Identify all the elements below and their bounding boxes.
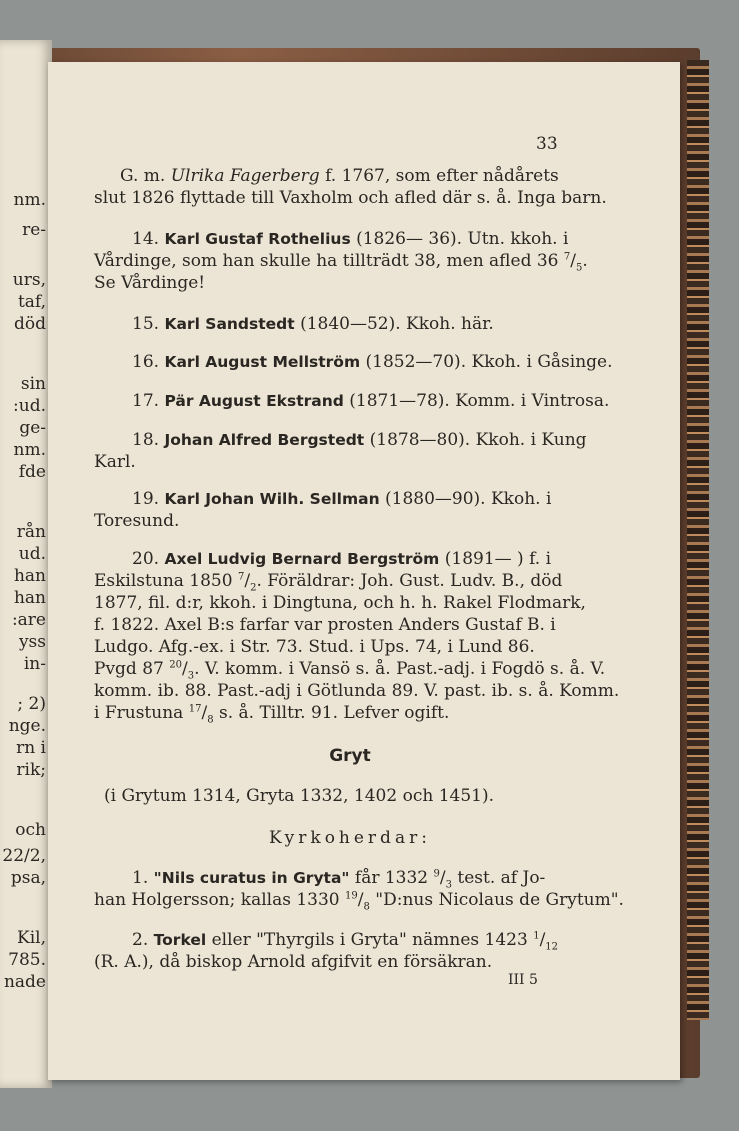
left-page-text-fragment: taf, (17, 292, 46, 312)
page-block-edge (687, 60, 709, 1020)
page-number: 33 (536, 134, 558, 154)
left-page-text-fragment: urs, (12, 270, 46, 290)
left-page-text-fragment: ; 2) (17, 694, 46, 714)
left-page-text-fragment: nm. (13, 440, 46, 460)
text-line: Ludgo. Afg.-ex. i Str. 73. Stud. i Ups. 74, i Lund 86. (94, 637, 535, 657)
section-heading-gryt: Gryt (329, 746, 371, 766)
entry-18: 18. Johan Alfred Bergstedt (1878—80). Kkoh. i Kung (132, 430, 587, 450)
left-page-text-fragment: :are (11, 610, 46, 630)
right-page (48, 62, 680, 1080)
text-line: Pvgd 87 $^{20}/_3$. V. komm. i Vansö s. å. Past.-adj. i Fogdö s. å. V. (94, 659, 606, 682)
left-page-text-fragment: ud. (18, 544, 46, 564)
signature-mark: III 5 (508, 972, 538, 988)
text-line: Eskilstuna 1850 $^7/_2$. Föräldrar: Joh. Gust. Ludv. B., död (94, 571, 563, 594)
section-subheading: Kyrkoherdar: (269, 828, 431, 848)
gryt-entry-1: 1. "Nils curatus in Gryta" får 1332 $^9/_3$ test. af Jo- (132, 868, 546, 891)
left-page-text-fragment: nm. (13, 190, 46, 210)
text-line: han Holgersson; kallas 1330 $^{19}/_8$ "D:nus Nicolaus de Grytum". (94, 890, 624, 913)
entry-15: 15. Karl Sandstedt (1840—52). Kkoh. här. (132, 314, 494, 334)
left-page-text-fragment: han (13, 588, 46, 608)
left-page-text-fragment: yss (18, 632, 46, 652)
left-page-text-fragment: fde (18, 462, 46, 482)
text-line: slut 1826 flyttade till Vaxholm och afled där s. å. Inga barn. (94, 188, 607, 208)
text-line: i Frustuna $^{17}/_8$ s. å. Tilltr. 91. Lefver ogift. (94, 703, 450, 726)
text-line: Vårdinge, som han skulle ha tillträdt 38, men afled 36 $^7/_5$. (94, 251, 588, 274)
left-page-text-fragment: psa, (10, 868, 46, 888)
entry-19: 19. Karl Johan Wilh. Sellman (1880—90). Kkoh. i (132, 489, 552, 509)
text-line: Se Vårdinge! (94, 273, 206, 293)
text-line: komm. ib. 88. Past.-adj i Götlunda 89. V. past. ib. s. å. Komm. (94, 681, 620, 701)
text-line: Karl. (94, 452, 136, 472)
text-line: f. 1822. Axel B:s farfar var prosten Anders Gustaf B. i (94, 615, 556, 635)
left-page-text-fragment: sin (20, 374, 46, 394)
entry-20: 20. Axel Ludvig Bernard Bergström (1891— ) f. i (132, 549, 552, 569)
left-page-text-fragment: rik; (16, 760, 46, 780)
text-line: Toresund. (94, 511, 180, 531)
left-page-text-fragment: rån (16, 522, 46, 542)
gryt-intro: (i Grytum 1314, Gryta 1332, 1402 och 1451). (104, 786, 494, 806)
left-page (0, 40, 52, 1088)
entry-17: 17. Pär August Ekstrand (1871—78). Komm. i Vintrosa. (132, 391, 610, 411)
gryt-entry-2: 2. Torkel eller "Thyrgils i Gryta" nämnes 1423 $^1/_{12}$ (132, 930, 559, 953)
left-page-text-fragment: ge- (19, 418, 46, 438)
left-page-text-fragment: och (15, 820, 46, 840)
left-page-text-fragment: rn i (16, 738, 46, 758)
left-page-text-fragment: 785. (8, 950, 46, 970)
text-line: 1877, fil. d:r, kkoh. i Dingtuna, och h. h. Rakel Flodmark, (94, 593, 586, 613)
text-line: (R. A.), då biskop Arnold afgifvit en försäkran. (94, 952, 493, 972)
text-line: G. m. Ulrika Fagerberg f. 1767, som efter nådårets (120, 166, 559, 186)
left-page-text-fragment: död (14, 314, 46, 334)
entry-14: 14. Karl Gustaf Rothelius (1826— 36). Utn. kkoh. i (132, 229, 569, 249)
left-page-text-fragment: in- (23, 654, 46, 674)
left-page-text-fragment: han (13, 566, 46, 586)
left-page-text-fragment: :ud. (13, 396, 46, 416)
person-name: Ulrika Fagerberg (170, 166, 320, 186)
left-page-text-fragment: 22/2, (2, 846, 46, 866)
entry-16: 16. Karl August Mellström (1852—70). Kkoh. i Gåsinge. (132, 352, 613, 372)
left-page-text-fragment: Kil, (17, 928, 46, 948)
left-page-text-fragment: nge. (8, 716, 46, 736)
left-page-text-fragment: nade (3, 972, 46, 992)
left-page-text-fragment: re- (22, 220, 46, 240)
